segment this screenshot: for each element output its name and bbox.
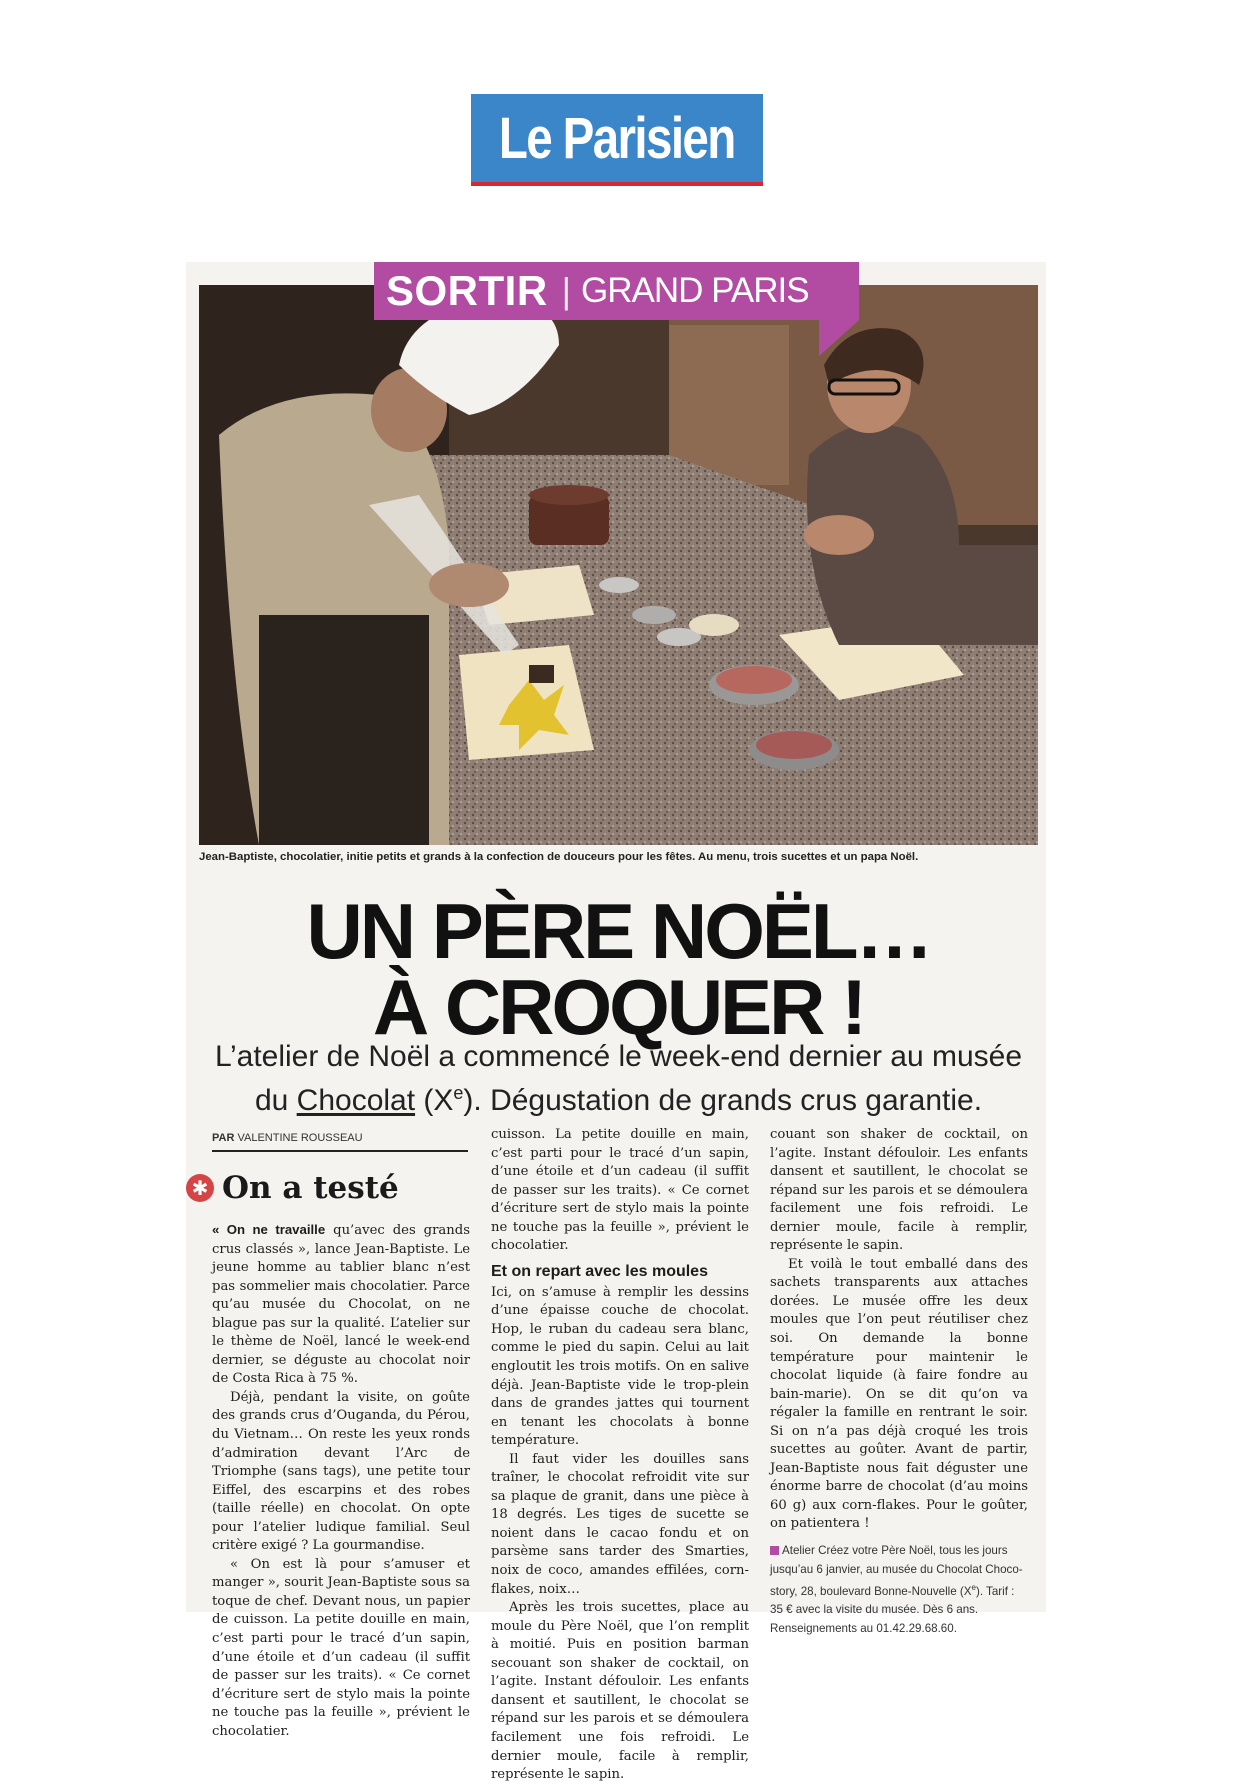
article-paragraph-6: Après les trois sucettes, place au moule du Père Noël, que l’on remplit à moitié. Puis en position barman secouant son shaker de cocktail, on l’agite. Instant défouloir. Les enfants dansent et sautillent, le chocolat se répand sur les parois et se démoulera facilement une fois refroidi. Le dernier moule, facile à remplir, représente le sapin. <box>491 1600 749 1783</box>
info-text-post: ). Tarif : 35 € avec la visite du musée. Dès 6 ans. Renseignements au 01.42.29.68.60. <box>770 1584 1015 1635</box>
section-banner-tail <box>819 320 859 356</box>
article-subhead: Et on repart avec les moules <box>491 1262 708 1280</box>
standfirst-pre: du <box>254 1084 297 1117</box>
paragraph-lead: « On ne travaille <box>212 1222 326 1237</box>
standfirst-sup: e <box>453 1083 464 1103</box>
masthead-name: Le Parisien <box>499 105 735 171</box>
info-square-icon <box>770 1546 779 1555</box>
practical-info <box>770 1542 1028 1638</box>
article-column-1 <box>212 1221 470 1739</box>
headline <box>199 887 1038 1051</box>
star-icon: ✱ <box>186 1174 214 1202</box>
standfirst-link: Chocolat <box>296 1084 416 1117</box>
article-paragraph-3: « On est là pour s’amuser et manger », sourit Jean-Baptiste sous sa toque de chef. Devant nous, un papier de cuisson. La petite douille en main, c’est parti pour le tracé d’un sapin, d’une étoile et d’un cadeau (il suffit de passer sur les traits). « Ce cornet d’écriture sert de stylo mais la pointe ne touche pas la feuille », prévient le chocolatier. <box>212 1556 470 1739</box>
article-paragraph-7: Et voilà le tout emballé dans des sachets transparents aux attaches dorées. Le musée offre les deux moules que l’on peut réutiliser chez soi. On demande la bonne température pour maintenir le chocolat liquide (à faire fondre au bain-marie). On se dit qu’on va régaler la famille en rentrant le soir. Si on n’a pas déjà croqué les trois sucettes au goûter. Avant de partir, Jean-Baptiste nous fait déguster une énorme barre de chocolat (d’au moins 60 g) aux corn-flakes. Pour le goûter, on patientera ! <box>770 1256 1028 1532</box>
article-photo <box>199 285 1038 845</box>
section-title: SORTIR <box>386 267 548 314</box>
info-text-pre: Atelier Créez votre Père Noël, tous les jours jusqu’au 6 janvier, au musée du Chocolat Choco-story, 28, boulevard Bonne-Nouvelle (X <box>770 1544 1023 1598</box>
byline <box>212 1132 468 1152</box>
kicker-text: On a testé <box>222 1170 399 1206</box>
photo-caption: Jean-Baptiste, chocolatier, initie petits et grands à la confection de douceurs pour les fêtes. Au menu, trois sucettes et un papa Noël. <box>199 851 919 863</box>
paragraph-1-text: qu’avec des grands crus classés », lance Jean-Baptiste. Le jeune homme au tablier blanc n’est pas sommelier mais chocolatier. Parce qu’au musée du Chocolat, on ne blague pas sur la qualité. L’atelier sur le thème de Noël, lancé le week-end dernier, se déguste au chocolat noir de Costa Rica à 75 %. <box>212 1223 470 1387</box>
article-paragraph-5: Il faut vider les douilles sans traîner, le chocolat refroidit vite sur sa plaque de granit, dans une pièce à 18 degrés. Les tiges de sucette se noient dans le cacao fondu et on parsème sans tarder des Smarties, noix de coco, amandes effilées, corn-flakes, noix… <box>491 1451 749 1597</box>
section-separator: | <box>561 270 572 311</box>
standfirst <box>199 1039 1038 1119</box>
headline-line-2: À CROQUER ! <box>372 963 865 1051</box>
info-sup: e <box>971 1583 976 1593</box>
byline-par: PAR <box>212 1132 235 1144</box>
section-subtitle: GRAND PARIS <box>581 271 809 310</box>
article-paragraph-3-cont: cuisson. La petite douille en main, c’est parti pour le tracé d’un sapin, d’une étoile et d’un cadeau (il suffit de passer sur les traits). « Ce cornet d’écriture sert de stylo mais la pointe ne touche pas la feuille », prévient le chocolatier. <box>491 1127 749 1254</box>
article-paragraph-4: Ici, on s’amuse à remplir les dessins d’une épaisse couche de chocolat. Hop, le ruban du cadeau sera blanc, comme le pied du sapin. Celui au lait engloutit les trois motifs. On en salive déjà. Jean-Baptiste vide le trop-plein dans de grandes jattes qui tournent en tenant les chocolats à bonne température. <box>491 1284 749 1449</box>
standfirst-line-1: L’atelier de Noël a commencé le week-end dernier au musée <box>214 1040 1023 1073</box>
standfirst-end: ). Dégustation de grands crus garantie. <box>463 1084 983 1117</box>
kicker <box>186 1170 399 1206</box>
article-paragraph-2: Déjà, pendant la visite, on goûte des grands crus d’Ouganda, du Pérou, du Vietnam… On reste les yeux ronds d’admiration devant l’Arc de Triomphe (sans tags), une petite tour Eiffel, des escarpins et des robes (taille réelle) en chocolat. On opte pour l’atelier ludique familial. Seul critère exigé ? La gourmandise. <box>212 1389 470 1554</box>
article-paragraph-6-cont: couant son shaker de cocktail, on l’agite. Instant défouloir. Les enfants dansent et sautillent, le chocolat se répand sur les parois et se démoulera facilement une fois refroidi. Le dernier moule, facile à remplir, représente le sapin. <box>770 1127 1028 1254</box>
section-banner <box>374 262 859 320</box>
article-column-2 <box>491 1126 749 1783</box>
article-column-3 <box>770 1126 1028 1638</box>
headline-line-1: UN PÈRE NOËL… <box>306 887 931 975</box>
masthead-logo <box>471 94 763 186</box>
article-paragraph-1 <box>212 1221 470 1389</box>
byline-author: VALENTINE ROUSSEAU <box>237 1132 363 1144</box>
standfirst-post: (X <box>415 1084 454 1117</box>
standfirst-line-2 <box>199 1075 1038 1119</box>
